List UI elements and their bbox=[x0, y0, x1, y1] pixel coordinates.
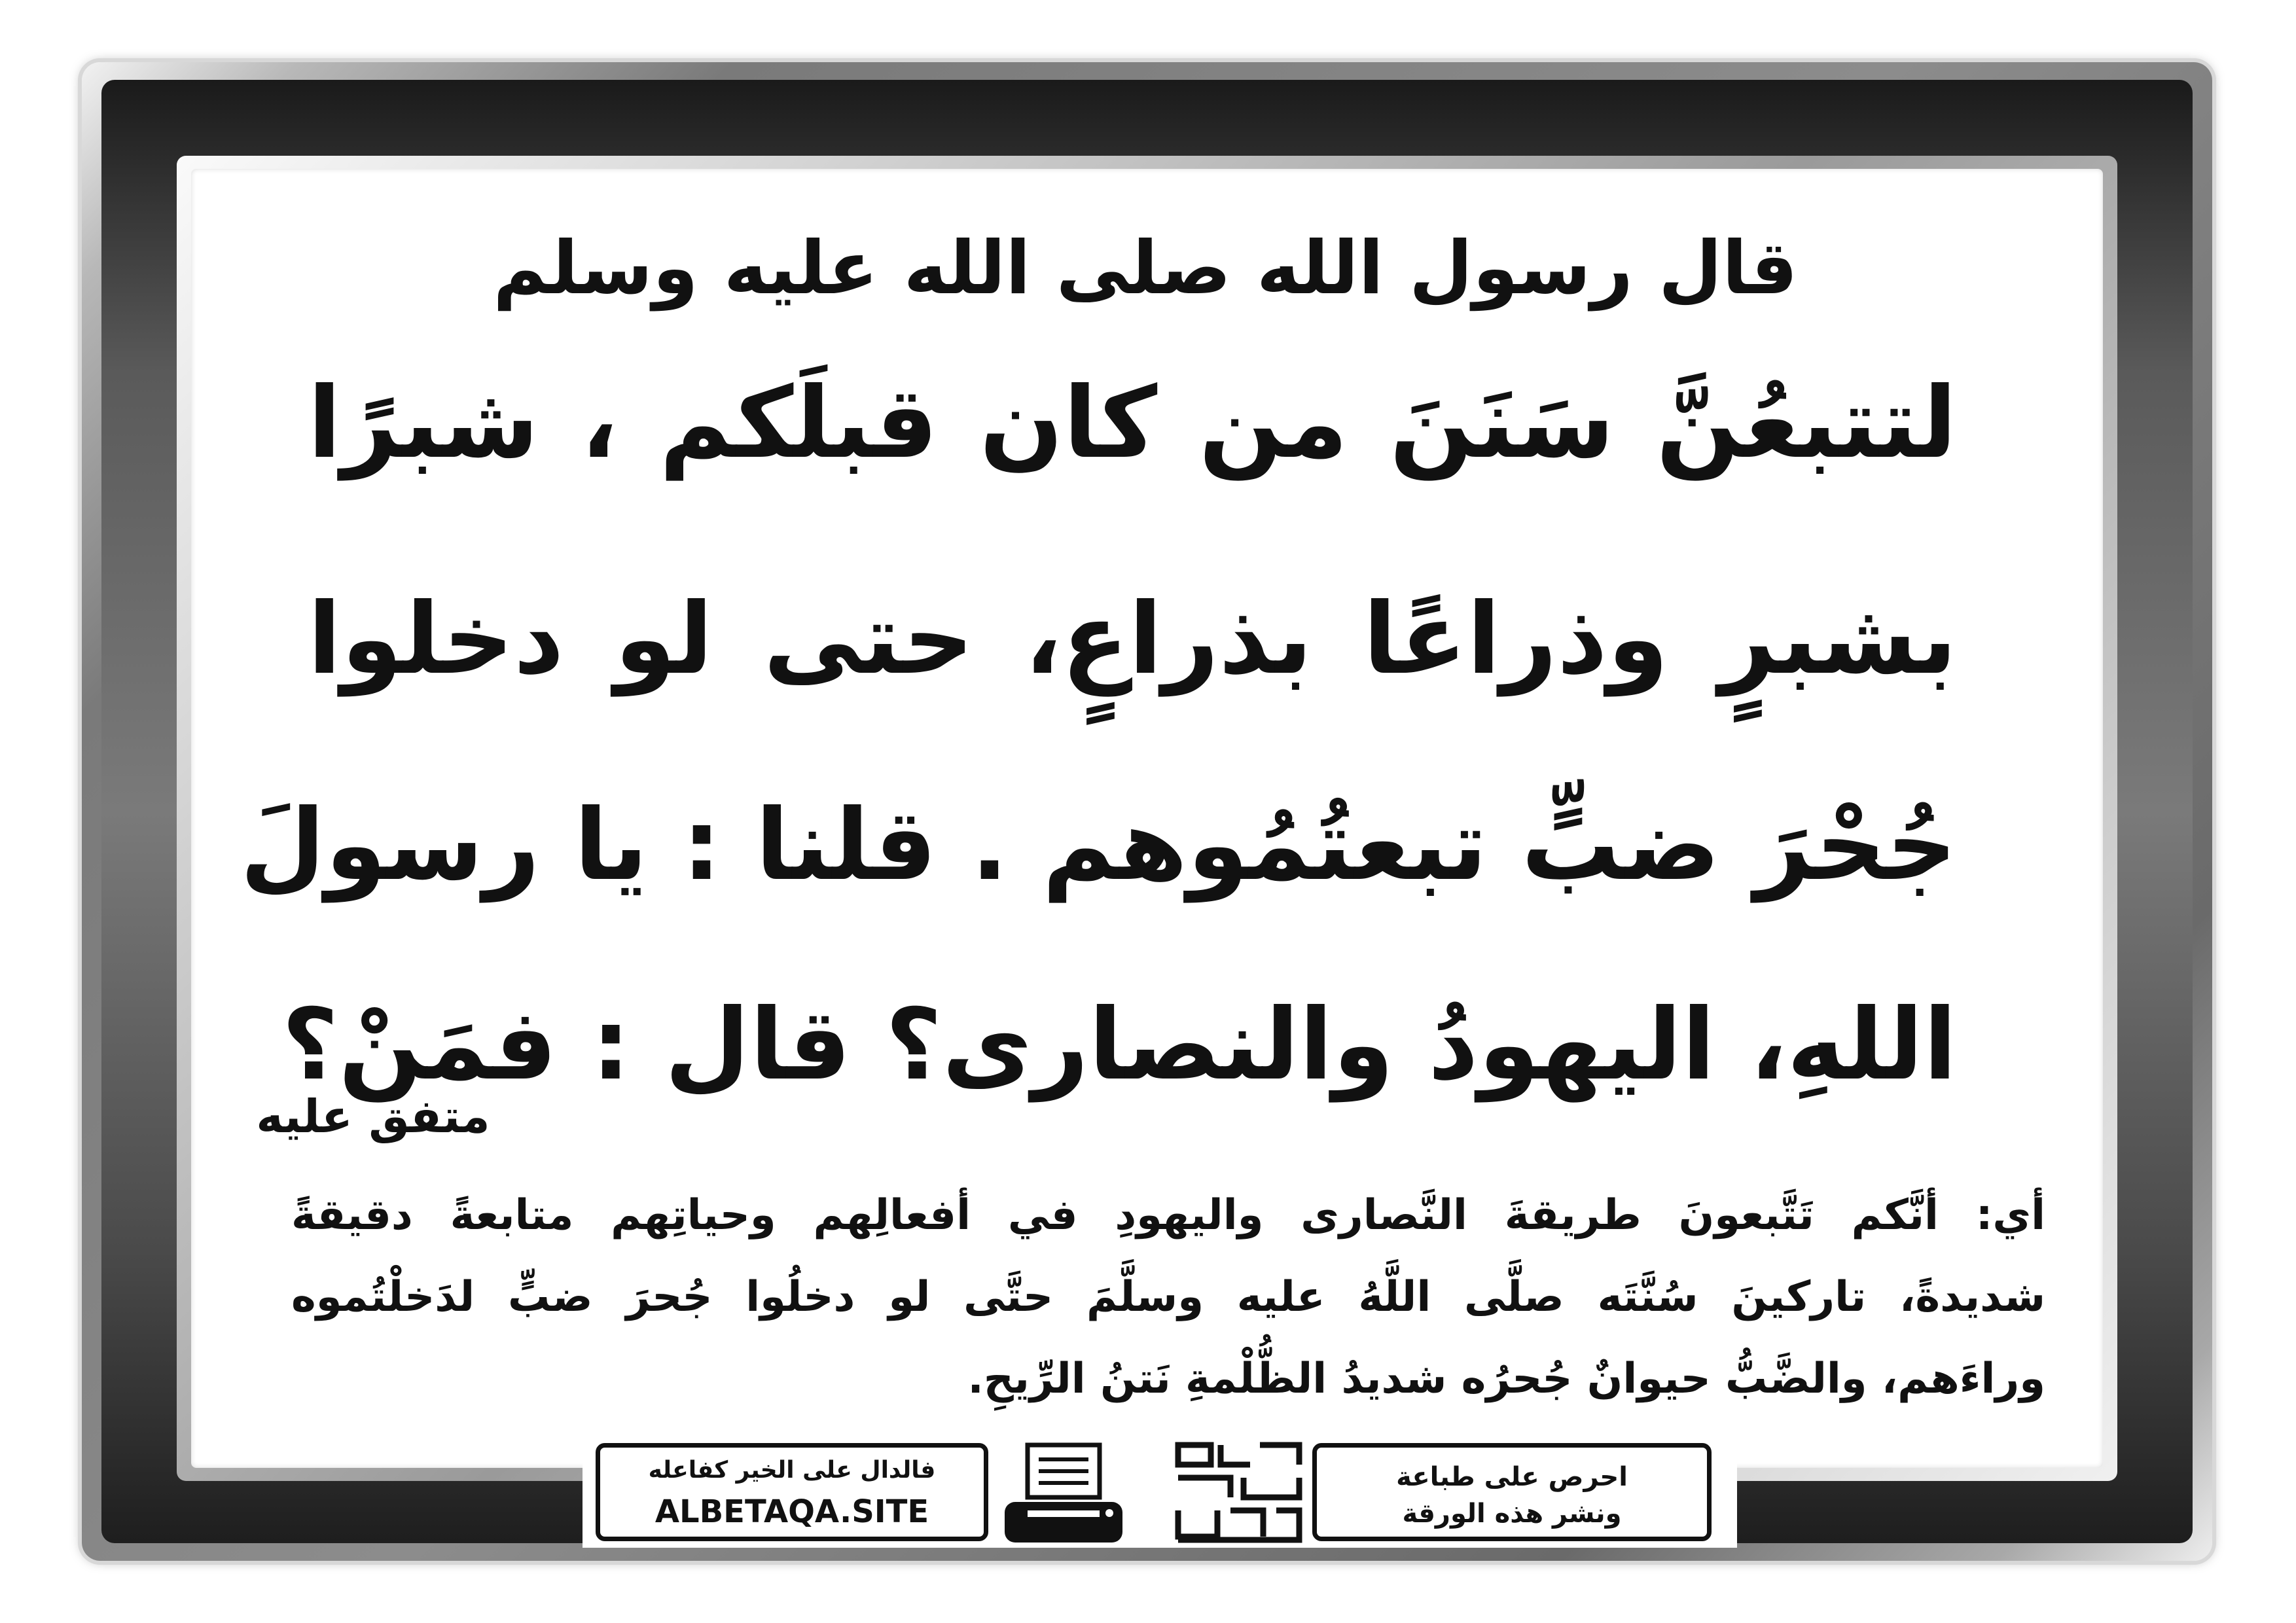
print-reminder-box bbox=[1312, 1443, 1712, 1541]
explanation-line-1: أي: أنَّكم تَتَّبعونَ طريقةَ النَّصارى واليهودِ في أفعالِهم وحياتِهم متابعةً دقيقةً bbox=[291, 1191, 2045, 1240]
explanation-line-2: شديدةً، تاركينَ سُنَّتَه صلَّى اللَّهُ عليه وسلَّمَ حتَّى لو دخلُوا جُحرَ ضبٍّ لدَخلْتُموه bbox=[291, 1273, 2045, 1321]
hadith-source: متفق عليه bbox=[256, 1090, 490, 1143]
footer-slogan: فالدال على الخير كفاعله bbox=[648, 1457, 936, 1484]
printer-icon bbox=[998, 1440, 1129, 1548]
hadith-line-1: لتتبعُنَّ سَنَنَ من كان قبلَكم ، شبرًا bbox=[308, 366, 1957, 480]
hadith-line-3: جُحْرَ ضبٍّ تبعتُمُوهم . قلنا : يا رسولَ bbox=[240, 789, 1957, 902]
explanation-line-3: وراءَهم، والضَّبُّ حيوانٌ جُحرُه شديدُ الظُّلْمةِ نَتنُ الرِّيحِ. bbox=[967, 1355, 2045, 1403]
print-reminder-line-2: ونشر هذه الورقة bbox=[1402, 1499, 1622, 1529]
kufic-logo bbox=[1172, 1438, 1306, 1546]
page-heading: قال رسول الله صلى الله عليه وسلم bbox=[493, 226, 1798, 311]
website-link[interactable]: ALBETAQA.SITE bbox=[655, 1493, 929, 1530]
website-box bbox=[596, 1443, 988, 1541]
hadith-line-4: اللهِ، اليهودُ والنصارى؟ قال : فمَنْ؟ bbox=[281, 988, 1957, 1102]
hadith-line-2: بشبرٍ وذراعًا بذراعٍ، حتى لو دخلوا bbox=[308, 582, 1957, 696]
kufic-logo-mark bbox=[1172, 1438, 1306, 1546]
print-reminder-line-1: احرص على طباعة bbox=[1396, 1462, 1628, 1492]
